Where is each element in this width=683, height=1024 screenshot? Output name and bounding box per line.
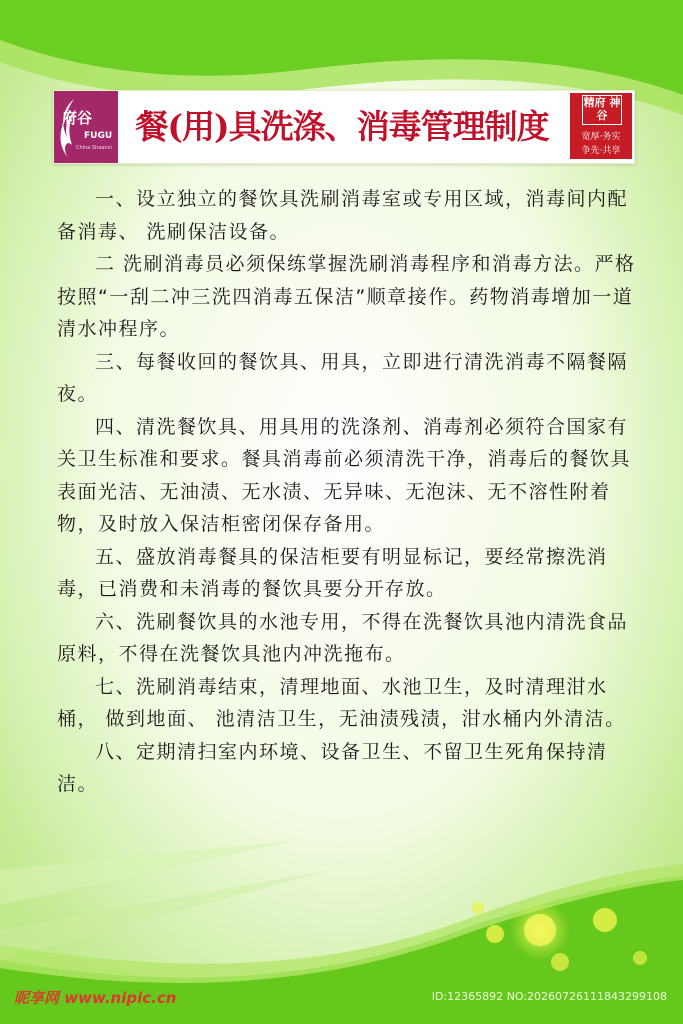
seal-mark: 精府 神谷 [582,95,622,125]
regulation-body [57,183,637,801]
seal-motto-top: 宽厚·务实 [581,132,621,142]
page-title: 餐(用)具洗涤、消毒管理制度 [135,107,549,146]
site-url: www.nipic.cn [64,989,177,1007]
paragraph-2: 二 洗刷消毒员必须保练掌握洗刷消毒程序和消毒方法。严格按照“一刮二冲三洗四消毒五保洁”顺章接作。药物消毒增加一道清水冲程序。 [57,253,636,340]
paragraph-5: 五、盛放消毒餐具的保洁柜要有明显标记，要经常擦洗消毒，已消费和未消毒的餐饮具要分开存放。 [57,545,608,600]
image-id: ID:12365892 NO:20260726111843299108 [431,990,667,1003]
brand-name: 府谷 [62,109,93,127]
header-banner [53,90,635,164]
seal-motto-bottom: 争先·共享 [581,146,621,156]
seal-logo [570,93,632,159]
paragraph-4: 四、清洗餐饮具、用具用的洗涤剂、消毒剂必须符合国家有关卫生标准和要求。餐具消毒前必须清洗干净，消毒后的餐饮具表面光洁、无油渍、无水渍、无异味、无泡沫、无不溶性附着物，及时放入保洁柜密闭保存备用。 [57,415,632,535]
site-watermark [14,987,176,1008]
brand-subtitle: China Shaanxi [76,145,112,151]
paragraph-3: 三、每餐收回的餐饮具、用具，立即进行清洗消毒不隔餐隔夜。 [57,350,629,405]
paragraph-8: 八、定期清扫室内环境、设备卫生、不留卫生死角保持清洁。 [57,740,608,795]
site-name: 昵享网 [14,989,60,1007]
paragraph-1: 一、设立独立的餐饮具洗刷消毒室或专用区域，消毒间内配备消毒、 洗刷保洁设备。 [57,188,629,243]
brand-name-en: FUGU [84,131,113,141]
brand-logo [54,91,118,163]
paragraph-6: 六、洗刷餐饮具的水池专用，不得在洗餐饮具池内清洗食品原料，不得在洗餐饮具池内冲洗拖布。 [57,610,629,665]
paragraph-7: 七、洗刷消毒结束，清理地面、水池卫生，及时清理泔水桶， 做到地面、 池清洁卫生，无油渍残渍，泔水桶内外清洁。 [57,675,626,730]
